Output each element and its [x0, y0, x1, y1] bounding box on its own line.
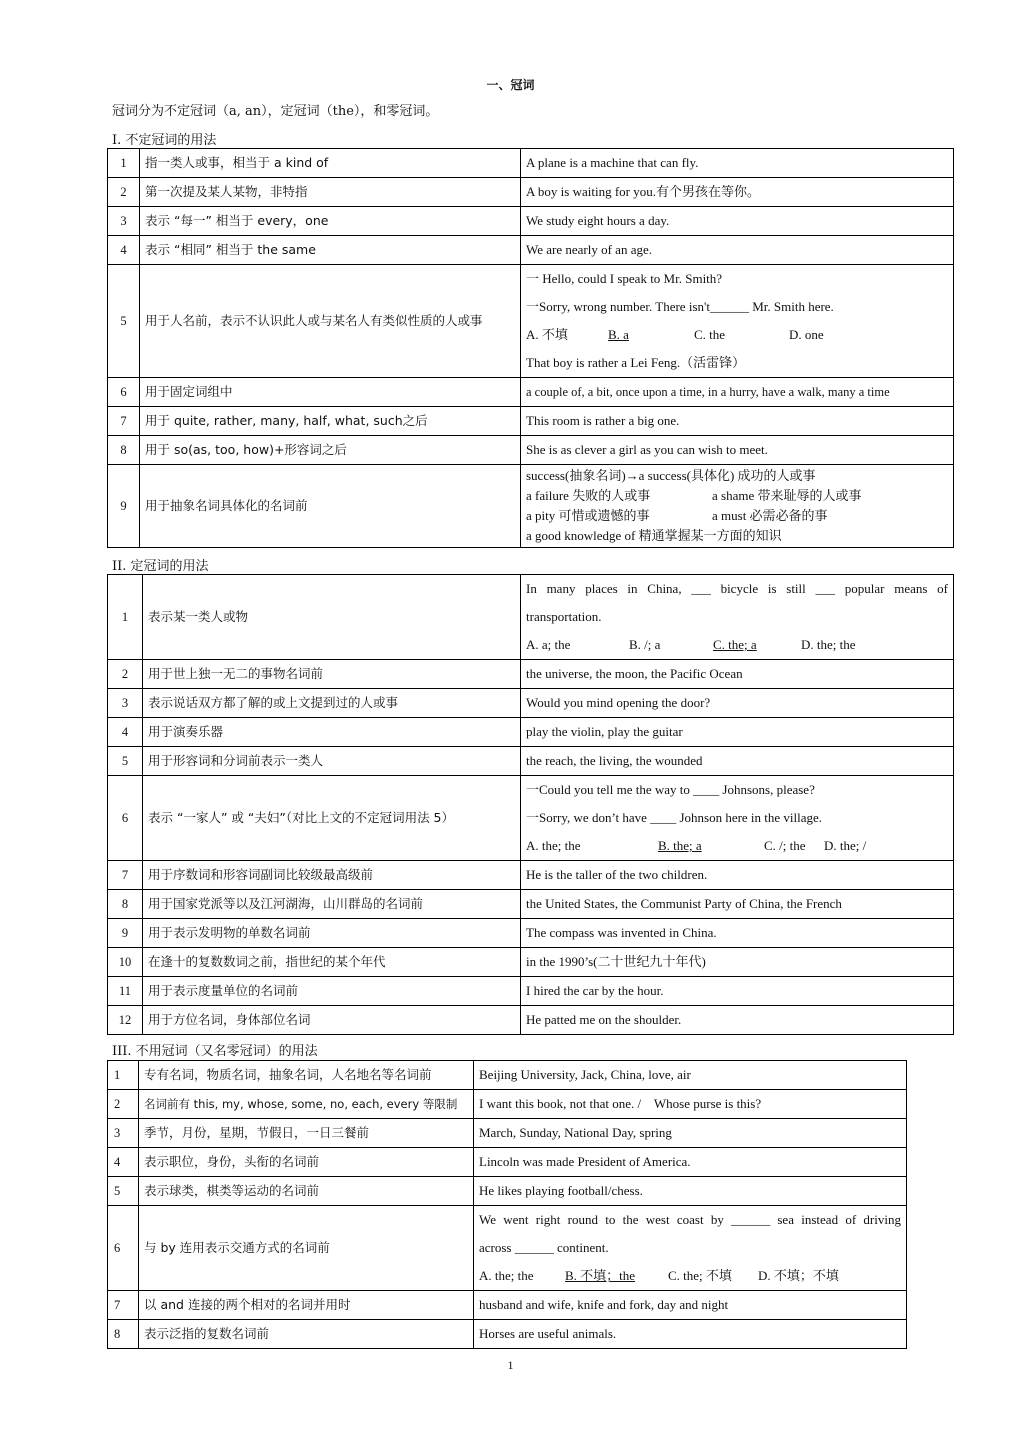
usage-description: 以 and 连接的两个相对的名词并用时 [139, 1291, 474, 1320]
row-number: 9 [108, 919, 143, 948]
table-row [108, 890, 954, 919]
usage-description: 与 by 连用表示交通方式的名词前 [139, 1206, 474, 1291]
option-d: D. one [789, 327, 824, 342]
row-number: 8 [108, 890, 143, 919]
usage-description: 用于表示度量单位的名词前 [143, 977, 521, 1006]
usage-description: 指一类人或事，相当于 a kind of [140, 149, 521, 178]
option-a: A. the; the [526, 838, 581, 853]
row-number: 2 [108, 1090, 139, 1119]
usage-description: 用于形容词和分词前表示一类人 [143, 747, 521, 776]
usage-description: 表示球类，棋类等运动的名词前 [139, 1177, 474, 1206]
answer-options [479, 1262, 901, 1290]
table-row [108, 776, 954, 861]
usage-example [521, 465, 954, 548]
usage-description: 名词前有 this, my, whose, some, no, each, every 等限制 [139, 1090, 474, 1119]
row-number: 5 [108, 747, 143, 776]
usage-example: The compass was invented in China. [521, 919, 954, 948]
row-number: 1 [108, 1061, 139, 1090]
usage-example: A plane is a machine that can fly. [521, 149, 954, 178]
section-3-heading: III. 不用冠词（又名零冠词）的用法 [112, 1044, 318, 1059]
table-row [108, 465, 954, 548]
row-number: 10 [108, 948, 143, 977]
usage-description: 第一次提及某人某物，非特指 [140, 178, 521, 207]
table-row [108, 207, 954, 236]
row-number: 7 [108, 407, 140, 436]
table-row [108, 1090, 907, 1119]
option-d: D. 不填；不填 [758, 1268, 839, 1283]
usage-example: the universe, the moon, the Pacific Ocean [521, 660, 954, 689]
example-line: success(抽象名词)→a success(具体化) 成功的人或事 [526, 468, 816, 483]
example-line: a failure 失败的人或事 a shame 带来耻辱的人或事 [526, 488, 862, 503]
row-number: 5 [108, 1177, 139, 1206]
option-c: C. the; 不填 [668, 1268, 732, 1283]
row-number: 1 [108, 149, 140, 178]
usage-description: 表示 “每一” 相当于 every，one [140, 207, 521, 236]
section-2-heading: II. 定冠词的用法 [112, 559, 209, 574]
answer-options [526, 631, 948, 659]
row-number: 3 [108, 689, 143, 718]
row-number: 7 [108, 1291, 139, 1320]
example-line: 一Sorry, we don’t have ____ Johnson here in the village. [526, 810, 823, 825]
usage-description: 用于表示发明物的单数名词前 [143, 919, 521, 948]
usage-description: 用于固定词组中 [140, 378, 521, 407]
usage-description: 在逢十的复数数词之前，指世纪的某个年代 [143, 948, 521, 977]
usage-description: 用于方位名词，身体部位名词 [143, 1006, 521, 1035]
table-row [108, 689, 954, 718]
row-number: 6 [108, 776, 143, 861]
usage-example [521, 575, 954, 660]
usage-description: 表示职位，身份，头衔的名词前 [139, 1148, 474, 1177]
usage-example: Beijing University, Jack, China, love, air [474, 1061, 907, 1090]
table-row [108, 1320, 907, 1349]
table-row [108, 861, 954, 890]
row-number: 6 [108, 378, 140, 407]
usage-example: a couple of, a bit, once upon a time, in a hurry, have a walk, many a time [521, 378, 954, 407]
table-row [108, 149, 954, 178]
row-number: 8 [108, 1320, 139, 1349]
table-row [108, 1291, 907, 1320]
table-row [108, 718, 954, 747]
usage-description: 用于演奏乐器 [143, 718, 521, 747]
option-b-answer: B. a [608, 327, 629, 342]
usage-description: 表示 “一家人” 或 “夫妇”（对比上文的不定冠词用法 5） [143, 776, 521, 861]
table-row [108, 948, 954, 977]
answer-options [526, 832, 948, 860]
table-row [108, 265, 954, 378]
example-line: We went right round to the west coast by ______ sea instead of driving [479, 1212, 901, 1227]
row-number: 12 [108, 1006, 143, 1035]
option-c-answer: C. the; a [713, 637, 757, 652]
usage-example: in the 1990’s(二十世纪九十年代) [521, 948, 954, 977]
usage-example: the United States, the Communist Party of China, the French [521, 890, 954, 919]
indefinite-article-table [107, 148, 954, 548]
row-number: 7 [108, 861, 143, 890]
usage-description: 季节，月份，星期，节假日，一日三餐前 [139, 1119, 474, 1148]
page-number: 1 [507, 1358, 514, 1372]
row-number: 9 [108, 465, 140, 548]
option-d: D. the; the [801, 637, 856, 652]
option-b-answer: B. 不填；the [565, 1268, 636, 1283]
usage-description: 表示 “相同” 相当于 the same [140, 236, 521, 265]
usage-description: 用于世上独一无二的事物名词前 [143, 660, 521, 689]
usage-description: 表示说话双方都了解的或上文提到过的人或事 [143, 689, 521, 718]
example-line: across ______ continent. [479, 1240, 609, 1255]
zero-article-table [107, 1060, 907, 1349]
table-row [108, 1061, 907, 1090]
usage-description: 用于序数词和形容词副词比较级最高级前 [143, 861, 521, 890]
usage-example: We are nearly of an age. [521, 236, 954, 265]
example-line: transportation. [526, 609, 602, 624]
usage-example: I want this book, not that one. / Whose purse is this? [474, 1090, 907, 1119]
usage-description: 表示某一类人或物 [143, 575, 521, 660]
row-number: 4 [108, 1148, 139, 1177]
section-1-heading: I. 不定冠词的用法 [112, 133, 217, 148]
table-row [108, 747, 954, 776]
row-number: 8 [108, 436, 140, 465]
usage-example: play the violin, play the guitar [521, 718, 954, 747]
intro-text: 冠词分为不定冠词（a, an），定冠词（the），和零冠词。 [112, 104, 439, 119]
usage-example: She is as clever a girl as you can wish to meet. [521, 436, 954, 465]
usage-description: 用于国家党派等以及江河湖海，山川群岛的名词前 [143, 890, 521, 919]
row-number: 6 [108, 1206, 139, 1291]
example-line: In many places in China, ___ bicycle is still ___ popular means of [526, 581, 948, 596]
option-c: C. the [694, 327, 726, 342]
usage-example: husband and wife, knife and fork, day and night [474, 1291, 907, 1320]
usage-example: He is the taller of the two children. [521, 861, 954, 890]
row-number: 1 [108, 575, 143, 660]
answer-options [526, 321, 948, 349]
example-line: 一Could you tell me the way to ____ Johnsons, please? [526, 782, 815, 797]
example-line: That boy is rather a Lei Feng.（活雷锋） [526, 355, 746, 370]
usage-example: He likes playing football/chess. [474, 1177, 907, 1206]
page-title: 一、冠词 [486, 78, 535, 92]
usage-description: 用于 quite, rather, many, half, what, such之后 [140, 407, 521, 436]
example-line: a good knowledge of 精通掌握某一方面的知识 [526, 528, 782, 543]
usage-example: Would you mind opening the door? [521, 689, 954, 718]
option-a: A. 不填 [526, 327, 568, 342]
table-row [108, 1206, 907, 1291]
usage-description: 专有名词，物质名词，抽象名词，人名地名等名词前 [139, 1061, 474, 1090]
row-number: 2 [108, 660, 143, 689]
example-line: 一 Hello, could I speak to Mr. Smith? [526, 271, 723, 286]
usage-example [474, 1206, 907, 1291]
table-row [108, 436, 954, 465]
usage-example [521, 265, 954, 378]
table-row [108, 1006, 954, 1035]
row-number: 2 [108, 178, 140, 207]
usage-description: 用于 so(as, too, how)+形容词之后 [140, 436, 521, 465]
usage-example: A boy is waiting for you.有个男孩在等你。 [521, 178, 954, 207]
table-row [108, 660, 954, 689]
usage-example: I hired the car by the hour. [521, 977, 954, 1006]
table-row [108, 1177, 907, 1206]
row-number: 11 [108, 977, 143, 1006]
example-line: 一Sorry, wrong number. There isn't______ Mr. Smith here. [526, 299, 834, 314]
usage-example [521, 776, 954, 861]
usage-example: Horses are useful animals. [474, 1320, 907, 1349]
row-number: 3 [108, 207, 140, 236]
option-b-answer: B. the; a [658, 838, 702, 853]
row-number: 3 [108, 1119, 139, 1148]
usage-example: He patted me on the shoulder. [521, 1006, 954, 1035]
usage-description: 用于抽象名词具体化的名词前 [140, 465, 521, 548]
table-row [108, 407, 954, 436]
option-a: A. a; the [526, 637, 571, 652]
usage-description: 用于人名前，表示不认识此人或与某名人有类似性质的人或事 [140, 265, 521, 378]
example-line: a pity 可惜或遗憾的事 a must 必需必备的事 [526, 508, 828, 523]
row-number: 5 [108, 265, 140, 378]
row-number: 4 [108, 236, 140, 265]
usage-example: This room is rather a big one. [521, 407, 954, 436]
usage-example: We study eight hours a day. [521, 207, 954, 236]
table-row [108, 1148, 907, 1177]
option-a: A. the; the [479, 1268, 534, 1283]
usage-example: March, Sunday, National Day, spring [474, 1119, 907, 1148]
table-row [108, 1119, 907, 1148]
row-number: 4 [108, 718, 143, 747]
table-row [108, 977, 954, 1006]
table-row [108, 236, 954, 265]
table-row [108, 378, 954, 407]
usage-description: 表示泛指的复数名词前 [139, 1320, 474, 1349]
definite-article-table [107, 574, 954, 1035]
usage-example: the reach, the living, the wounded [521, 747, 954, 776]
option-c: C. /; the [764, 838, 806, 853]
table-row [108, 919, 954, 948]
option-b: B. /; a [629, 637, 661, 652]
table-row [108, 575, 954, 660]
table-row [108, 178, 954, 207]
usage-example: Lincoln was made President of America. [474, 1148, 907, 1177]
option-d: D. the; / [824, 838, 867, 853]
